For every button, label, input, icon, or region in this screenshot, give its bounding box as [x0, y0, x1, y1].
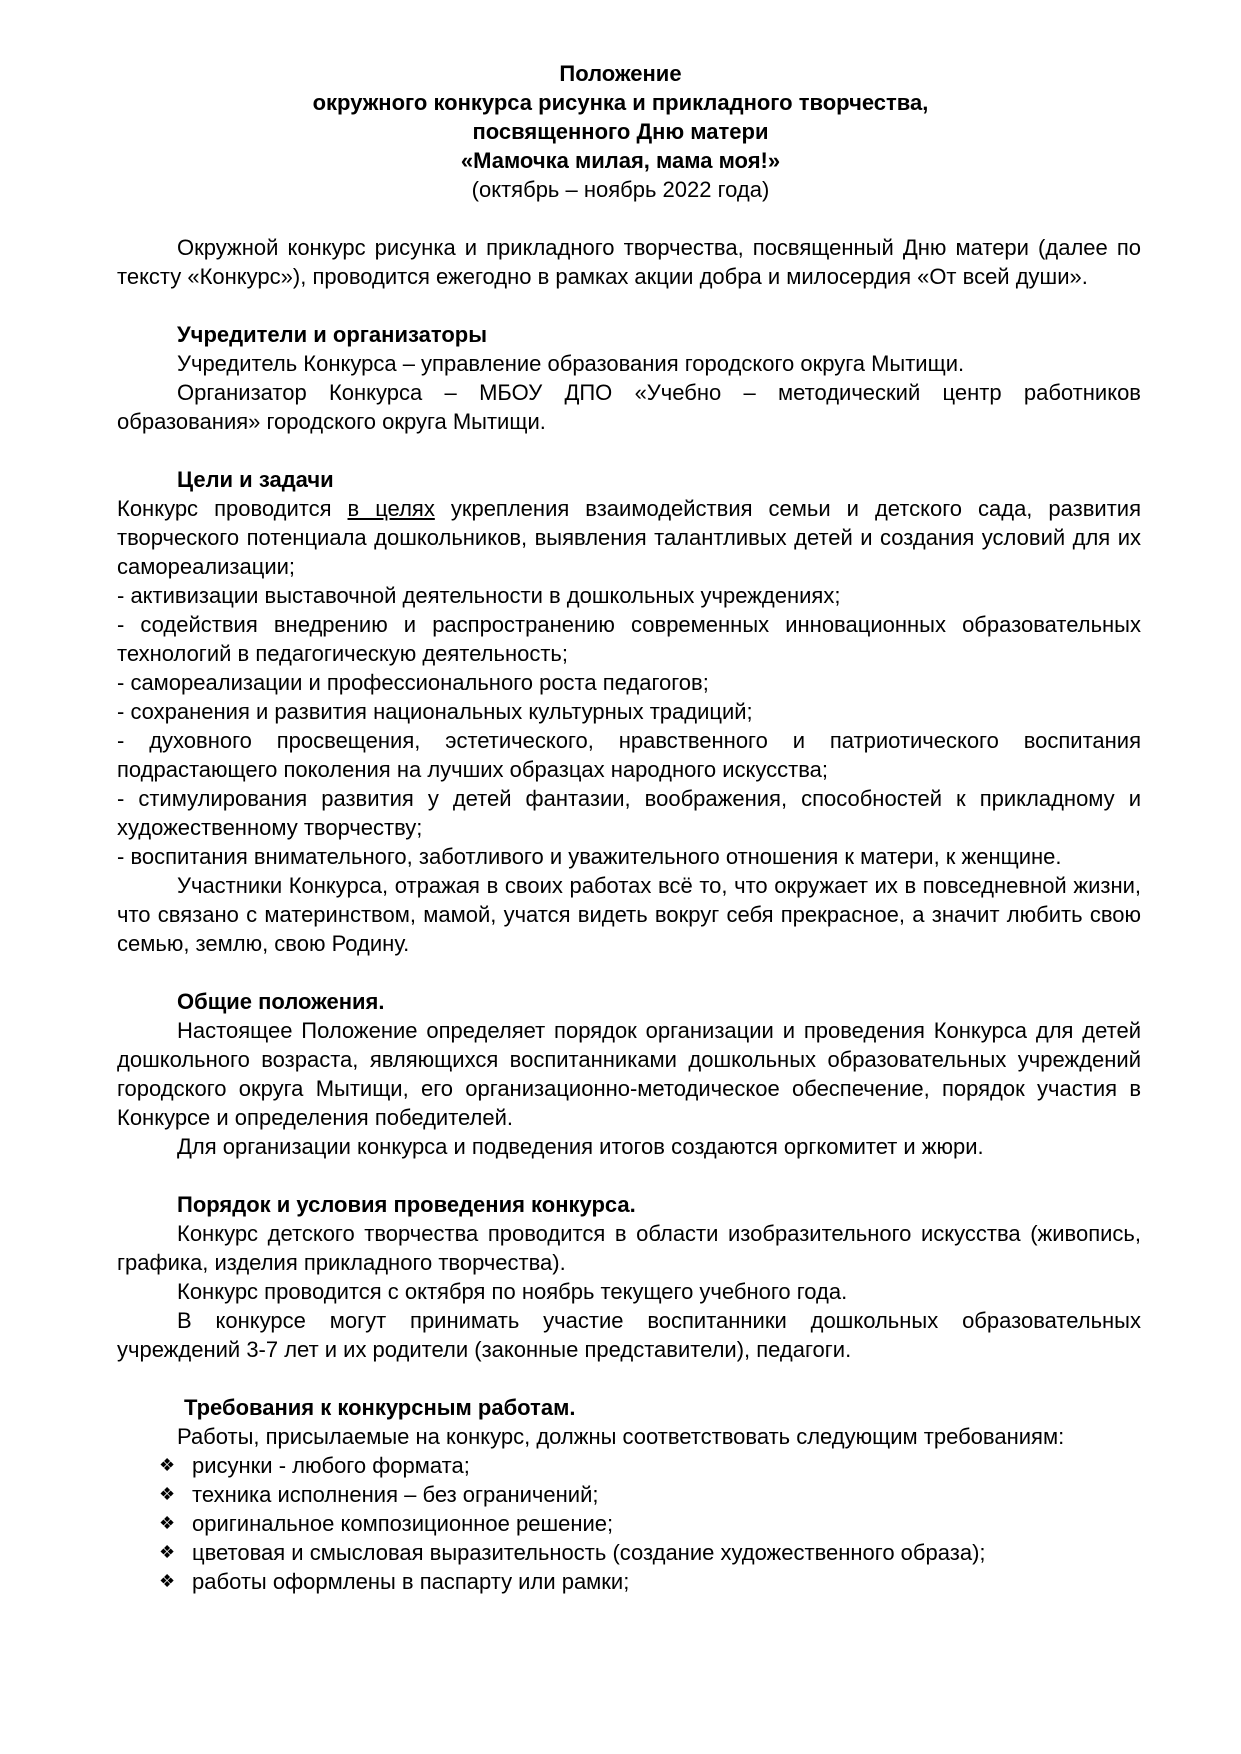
- goals-item: - стимулирования развития у детей фантазии, воображения, способностей к прикладному и художественному творчеству;: [117, 786, 1141, 840]
- title-line-3: посвященного Дню матери: [472, 119, 769, 144]
- diamond-bullet-icon: ❖: [159, 1513, 176, 1533]
- general-heading: Общие положения.: [177, 989, 385, 1014]
- requirements-paragraph: Работы, присылаемые на конкурс, должны соответствовать следующим требованиям:: [177, 1424, 1065, 1449]
- goals-item: - духовного просвещения, эстетического, нравственного и патриотического воспитания подрастающего поколения на лучших образцах народного искусства;: [117, 728, 1141, 782]
- general-paragraph-2: Для организации конкурса и подведения итогов создаются оргкомитет и жюри.: [177, 1134, 984, 1159]
- goals-lead-before: Конкурс проводится: [117, 496, 348, 521]
- diamond-bullet-icon: ❖: [159, 1542, 176, 1562]
- goals-heading: Цели и задачи: [177, 467, 334, 492]
- list-item: [159, 1567, 1141, 1596]
- list-item: [159, 1509, 1141, 1538]
- founders-paragraph-1: Учредитель Конкурса – управление образования городского округа Мытищи.: [177, 351, 965, 376]
- title-dates: (октябрь – ноябрь 2022 года): [471, 177, 770, 202]
- intro-paragraph: Окружной конкурс рисунка и прикладного творчества, посвященный Дню матери (далее по тексту «Конкурс»), проводится ежегодно в рамках акции добра и милосердия «От всей души».: [117, 235, 1141, 289]
- goals-item: - активизации выставочной деятельности в дошкольных учреждениях;: [117, 583, 841, 608]
- list-item-text: цветовая и смысловая выразительность (создание художественного образа);: [192, 1540, 986, 1565]
- founders-paragraph-2: Организатор Конкурса – МБОУ ДПО «Учебно – методический центр работников образования» городского округа Мытищи.: [117, 380, 1141, 434]
- goals-item: - содействия внедрению и распространению современных инновационных образовательных технологий в педагогическую деятельность;: [117, 612, 1141, 666]
- goals-lead-underlined: в целях: [347, 496, 435, 521]
- list-item-text: оригинальное композиционное решение;: [192, 1511, 614, 1536]
- goals-lead-paragraph: [117, 494, 1141, 581]
- diamond-bullet-icon: ❖: [159, 1455, 176, 1475]
- document-body: [117, 233, 1141, 1596]
- requirements-list: [117, 1451, 1141, 1596]
- goals-item: - сохранения и развития национальных культурных традиций;: [117, 699, 753, 724]
- general-paragraph-1: Настоящее Положение определяет порядок организации и проведения Конкурса для детей дошкольного возраста, являющихся воспитанниками дошкольных образовательных учреждений городского округа Мытищи, его организационно-методическое обеспечение, порядок участия в Конкурсе и определения победителей.: [117, 1018, 1141, 1130]
- title-line-4: «Мамочка милая, мама моя!»: [460, 148, 781, 173]
- list-item: [159, 1538, 1141, 1567]
- procedure-heading: Порядок и условия проведения конкурса.: [177, 1192, 636, 1217]
- goals-item: - воспитания внимательного, заботливого и уважительного отношения к матери, к женщине.: [117, 844, 1062, 869]
- procedure-paragraph-2: Конкурс проводится с октября по ноябрь текущего учебного года.: [177, 1279, 848, 1304]
- procedure-paragraph-1: Конкурс детского творчества проводится в области изобразительного искусства (живопись, графика, изделия прикладного творчества).: [117, 1221, 1141, 1275]
- title-line-2: окружного конкурса рисунка и прикладного творчества,: [312, 90, 929, 115]
- procedure-paragraph-3: В конкурсе могут принимать участие воспитанники дошкольных образовательных учреждений 3-7 лет и их родители (законные представители), педагоги.: [117, 1308, 1141, 1362]
- title-line-1: Положение: [559, 61, 682, 86]
- list-item-text: техника исполнения – без ограничений;: [192, 1482, 599, 1507]
- founders-heading: Учредители и организаторы: [177, 322, 487, 347]
- list-item: [159, 1480, 1141, 1509]
- diamond-bullet-icon: ❖: [159, 1484, 176, 1504]
- goals-lead-after: укрепления взаимодействия семьи и детского сада, развития творческого потенциала дошкольников, выявления талантливых детей и создания условий для их самореализации;: [117, 496, 1141, 579]
- list-item: [159, 1451, 1141, 1480]
- diamond-bullet-icon: ❖: [159, 1571, 176, 1591]
- goals-item: - самореализации и профессионального роста педагогов;: [117, 670, 709, 695]
- list-item-text: рисунки - любого формата;: [192, 1453, 470, 1478]
- requirements-heading: Требования к конкурсным работам.: [184, 1395, 576, 1420]
- list-item-text: работы оформлены в паспарту или рамки;: [192, 1569, 630, 1594]
- document-title: [0, 59, 1241, 204]
- goals-closing-paragraph: Участники Конкурса, отражая в своих работах всё то, что окружает их в повседневной жизни, что связано с материнством, мамой, учатся видеть вокруг себя прекрасное, а значит любить свою семью, землю, свою Родину.: [117, 873, 1141, 956]
